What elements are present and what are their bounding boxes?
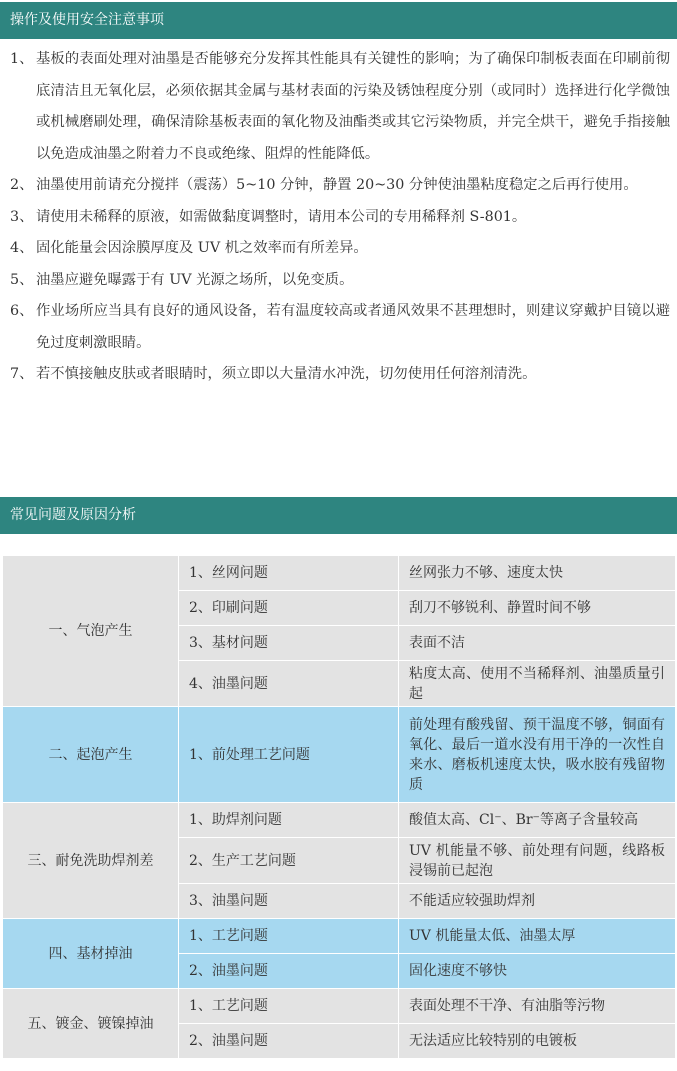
detail-cell: 酸值太高、Cl⁻、Br⁻等离子含量较高 bbox=[399, 803, 676, 838]
problem-category: 二、起泡产生 bbox=[3, 707, 179, 803]
problem-category: 四、基材掉油 bbox=[3, 919, 179, 989]
item-text: 请使用未稀释的原液，如需做黏度调整时，请用本公司的专用稀释剂 S-801。 bbox=[36, 208, 527, 225]
problem-category: 三、耐免洗助焊剂差 bbox=[3, 803, 179, 919]
detail-cell: UV 机能量不够、前处理有问题，线路板浸锡前已起泡 bbox=[399, 838, 676, 884]
detail-cell: UV 机能量太低、油墨太厚 bbox=[399, 919, 676, 954]
safety-notes-list bbox=[10, 44, 670, 391]
item-number: 6、 bbox=[10, 303, 34, 319]
safety-section-title: 操作及使用安全注意事项 bbox=[10, 12, 164, 28]
list-item bbox=[10, 44, 670, 170]
list-item bbox=[10, 265, 670, 297]
detail-cell: 表面不洁 bbox=[399, 626, 676, 661]
problem-category: 一、气泡产生 bbox=[3, 556, 179, 707]
table-row bbox=[3, 989, 676, 1024]
troubleshooting-section-header bbox=[0, 497, 677, 534]
item-text: 作业场所应当具有良好的通风设备，若有温度较高或者通风效果不甚理想时，则建议穿戴护目镜以避免过度刺激眼睛。 bbox=[36, 303, 670, 351]
item-text: 油墨使用前请充分搅拌（震荡）5~10 分钟，静置 20~30 分钟使油墨粘度稳定之后再行使用。 bbox=[36, 177, 638, 193]
item-number: 3、 bbox=[10, 208, 34, 225]
cause-cell: 2、印刷问题 bbox=[179, 591, 399, 626]
detail-cell: 粘度太高、使用不当稀释剂、油墨质量引起 bbox=[399, 661, 676, 707]
cause-cell: 1、工艺问题 bbox=[179, 919, 399, 954]
cause-cell: 2、油墨问题 bbox=[179, 1024, 399, 1059]
item-text: 若不慎接触皮肤或者眼睛时，须立即以大量清水冲洗，切勿使用任何溶剂清洗。 bbox=[36, 366, 537, 382]
troubleshooting-table bbox=[2, 555, 676, 1059]
safety-section-header bbox=[0, 2, 677, 39]
detail-cell: 丝网张力不够、速度太快 bbox=[399, 556, 676, 591]
cause-cell: 1、丝网问题 bbox=[179, 556, 399, 591]
item-number: 2、 bbox=[10, 177, 34, 193]
troubleshooting-section-title: 常见问题及原因分析 bbox=[10, 507, 136, 523]
table-row bbox=[3, 919, 676, 954]
table-row bbox=[3, 556, 676, 591]
detail-cell: 固化速度不够快 bbox=[399, 954, 676, 989]
list-item bbox=[10, 202, 670, 234]
item-number: 4、 bbox=[10, 240, 34, 256]
table-row bbox=[3, 707, 676, 803]
list-item bbox=[10, 170, 670, 202]
cause-cell: 4、油墨问题 bbox=[179, 661, 399, 707]
cause-cell: 3、基材问题 bbox=[179, 626, 399, 661]
table-row bbox=[3, 803, 676, 838]
list-item bbox=[10, 359, 670, 391]
item-number: 1、 bbox=[10, 51, 34, 67]
list-item bbox=[10, 296, 670, 359]
item-text: 固化能量会因涂膜厚度及 UV 机之效率而有所差异。 bbox=[36, 240, 368, 256]
cause-cell: 1、工艺问题 bbox=[179, 989, 399, 1024]
item-number: 5、 bbox=[10, 271, 34, 288]
item-text: 油墨应避免曝露于有 UV 光源之场所，以免变质。 bbox=[36, 271, 354, 288]
cause-cell: 3、油墨问题 bbox=[179, 884, 399, 919]
cause-cell: 2、生产工艺问题 bbox=[179, 838, 399, 884]
list-item bbox=[10, 233, 670, 265]
problem-category: 五、镀金、镀镍掉油 bbox=[3, 989, 179, 1059]
cause-cell: 1、前处理工艺问题 bbox=[179, 707, 399, 803]
item-text: 基板的表面处理对油墨是否能够充分发挥其性能具有关键性的影响；为了确保印制板表面在印刷前彻底清洁且无氧化层，必须依据其金属与基材表面的污染及锈蚀程度分别（或同时）选择进行化学微蚀或机械磨刷处理，确保清除基板表面的氧化物及油酯类或其它污染物质，并完全烘干，避免手指接触以免造成油墨之附着力不良或绝缘、阻焊的性能降低。 bbox=[36, 51, 670, 162]
detail-cell: 不能适应较强助焊剂 bbox=[399, 884, 676, 919]
detail-cell: 前处理有酸残留、预干温度不够，铜面有氧化、最后一道水没有用干净的一次性自来水、磨板机速度太快，吸水胶有残留物质 bbox=[399, 707, 676, 803]
item-number: 7、 bbox=[10, 366, 34, 382]
detail-cell: 表面处理不干净、有油脂等污物 bbox=[399, 989, 676, 1024]
detail-cell: 刮刀不够锐利、静置时间不够 bbox=[399, 591, 676, 626]
cause-cell: 2、油墨问题 bbox=[179, 954, 399, 989]
cause-cell: 1、助焊剂问题 bbox=[179, 803, 399, 838]
detail-cell: 无法适应比较特别的电镀板 bbox=[399, 1024, 676, 1059]
